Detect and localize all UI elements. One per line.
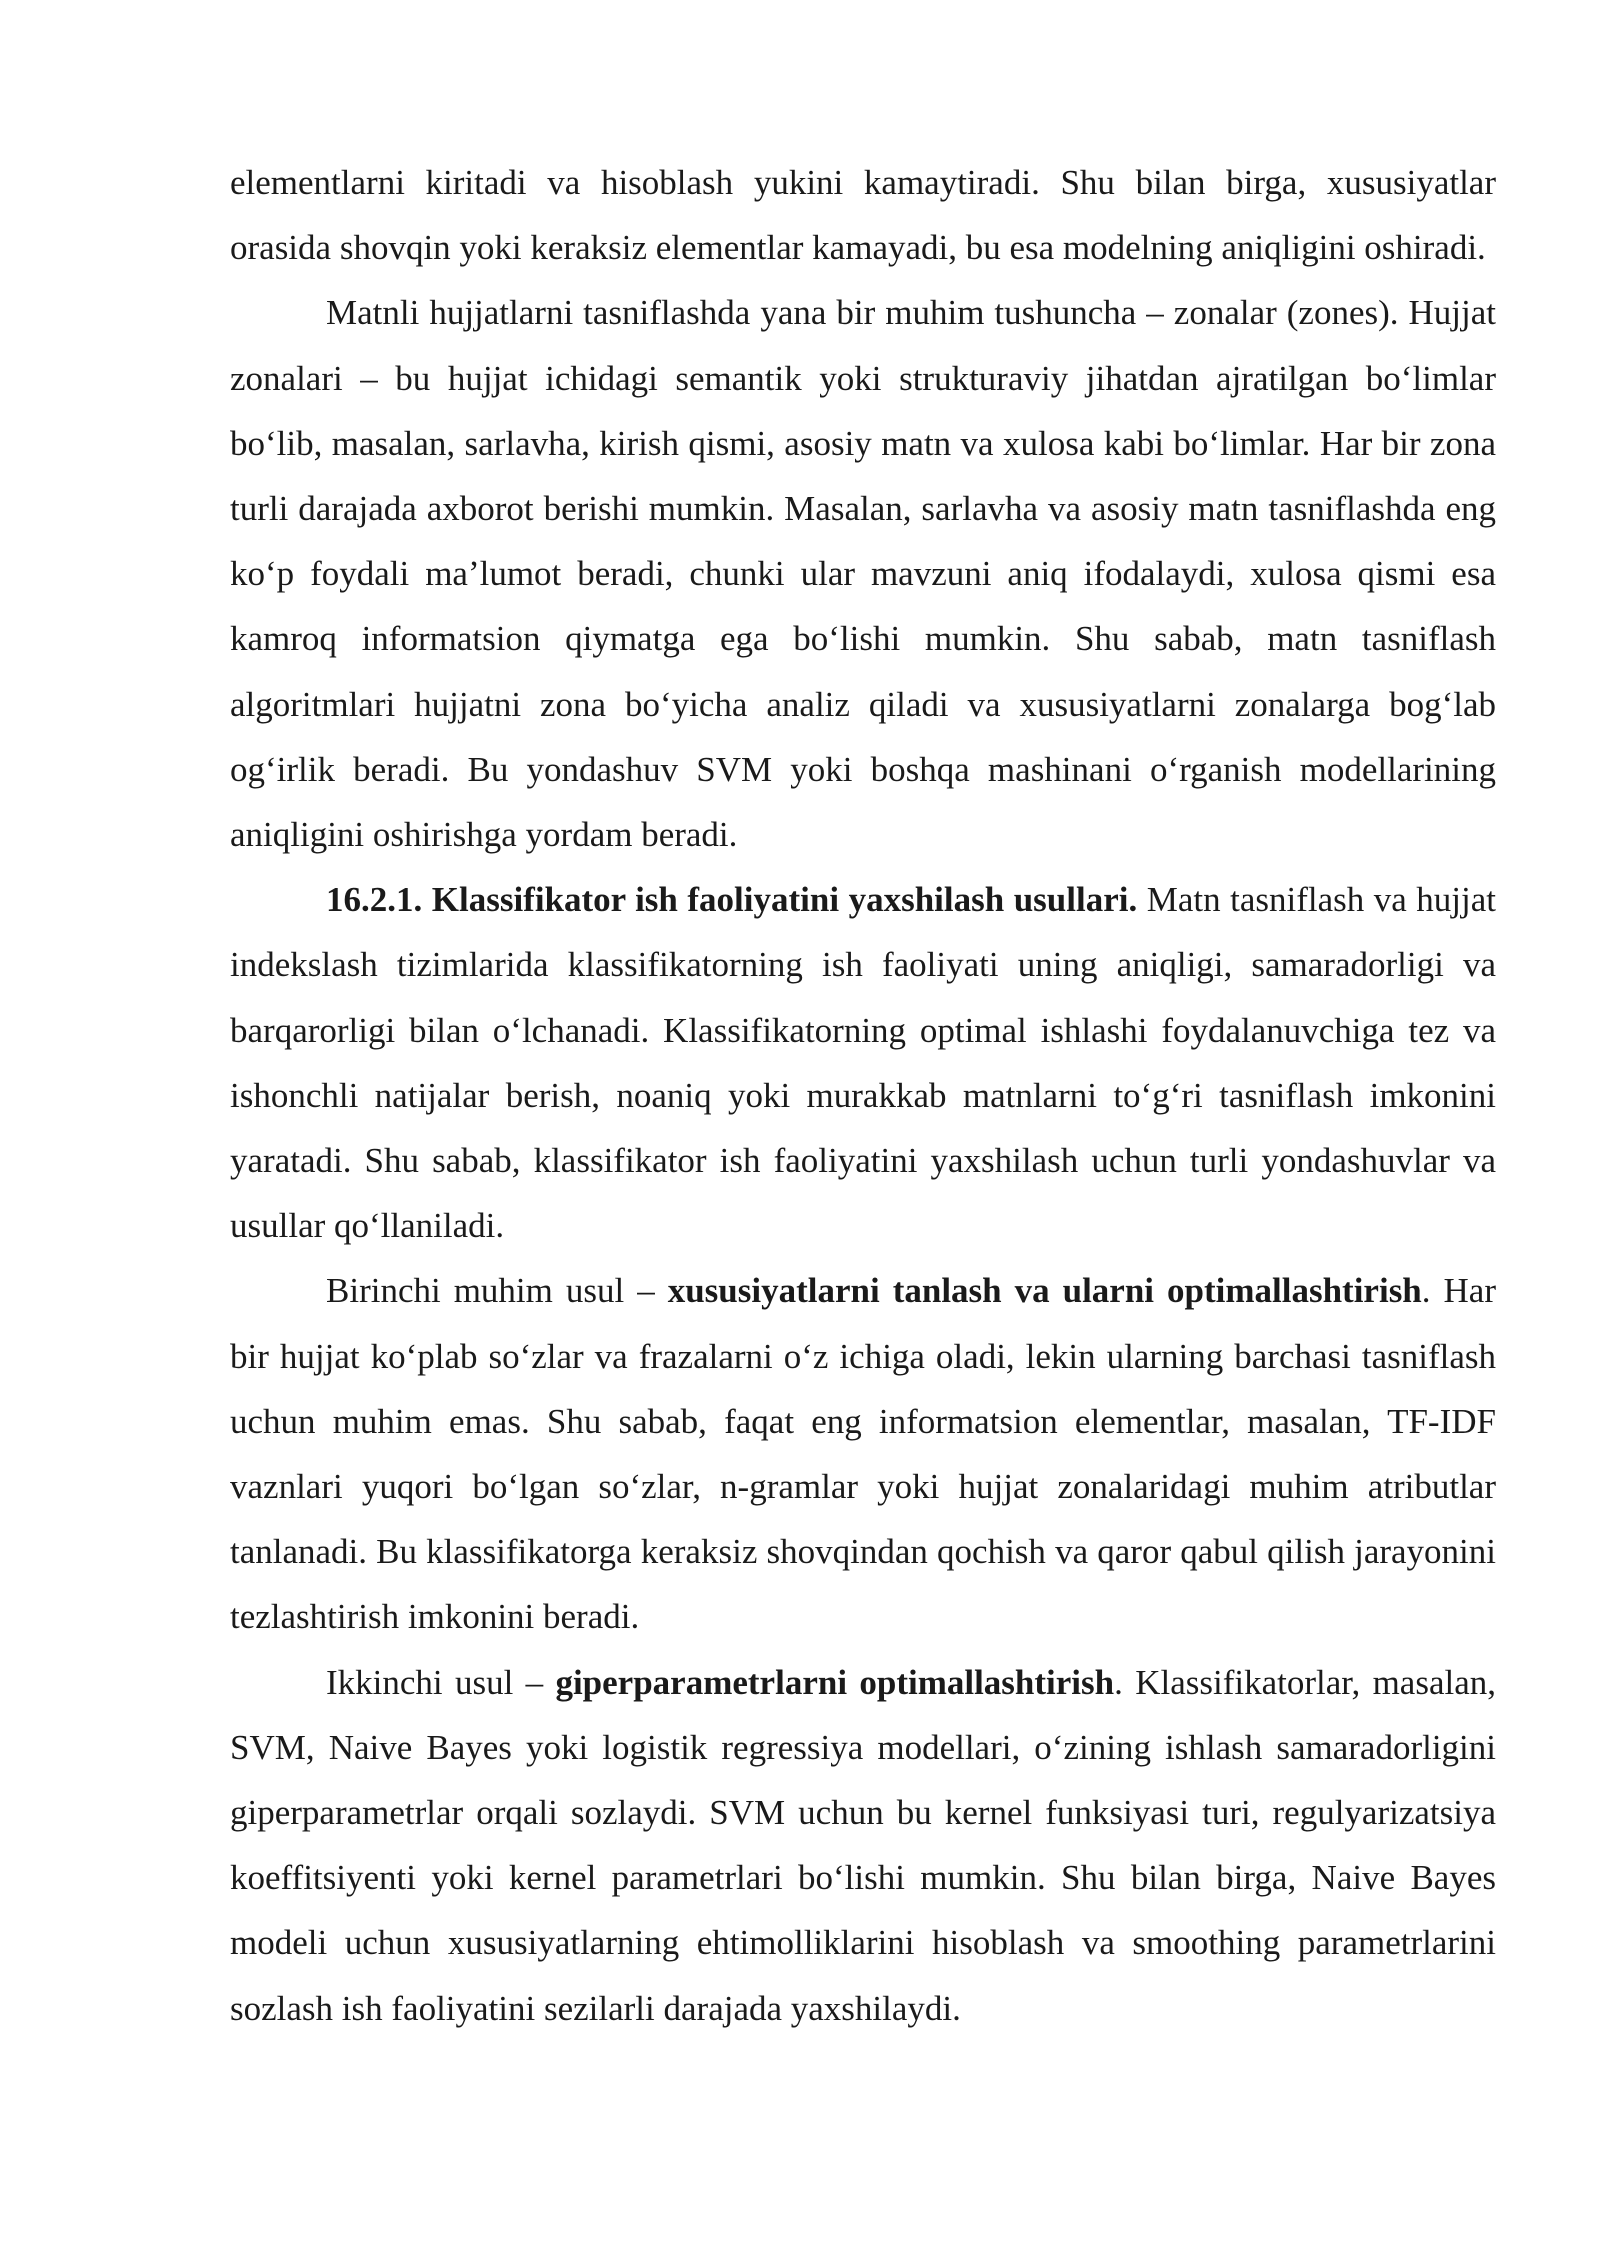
second-method-term: giperparametrlarni optimallashtirish	[555, 1662, 1115, 1702]
section-heading: 16.2.1. Klassifikator ish faoliyatini yaxshilash usullari.	[326, 880, 1138, 920]
first-method-term: xususiyatlarni tanlash va ularni optimallashtirish	[667, 1271, 1422, 1311]
document-page	[230, 150, 1496, 2041]
second-method-lead: Ikkinchi usul –	[326, 1662, 556, 1702]
paragraph-first-method	[230, 1258, 1496, 1649]
second-method-text: . Klassifikatorlar, masalan, SVM, Naive Bayes yoki logistik regressiya modellari, oʻzining ishlash samaradorligini giperparametrlar orqali sozlaydi. SVM uchun bu kernel funksiyasi turi, regulyarizatsiya koeffitsiyenti yoki kernel parametrlari boʻlishi mumkin. Shu bilan birga, Naive Bayes modeli uchun xususiyatlarning ehtimolliklarini hisoblash va smoothing parametrlarini sozlash ish faoliyatini sezilarli darajada yaxshilaydi.	[230, 1662, 1496, 2028]
paragraph-second-method	[230, 1650, 1496, 2041]
paragraph-section-16-2-1	[230, 867, 1496, 1258]
paragraph-zones: Matnli hujjatlarni tasniflashda yana bir muhim tushuncha – zonalar (zones). Hujjat zonalari – bu hujjat ichidagi semantik yoki strukturaviy jihatdan ajratilgan boʻlimlar boʻlib, masalan, sarlavha, kirish qismi, asosiy matn va xulosa kabi boʻlimlar. Har bir zona turli darajada axborot berishi mumkin. Masalan, sarlavha va asosiy matn tasniflashda eng koʻp foydali maʼlumot beradi, chunki ular mavzuni aniq ifodalaydi, xulosa qismi esa kamroq informatsion qiymatga ega boʻlishi mumkin. Shu sabab, matn tasniflash algoritmlari hujjatni zona boʻyicha analiz qiladi va xususiyatlarni zonalarga bogʻlab ogʻirlik beradi. Bu yondashuv SVM yoki boshqa mashinani oʻrganish modellarining aniqligini oshirishga yordam beradi.	[230, 293, 1496, 855]
first-method-lead: Birinchi muhim usul –	[326, 1271, 668, 1311]
first-method-text: . Har bir hujjat koʻplab soʻzlar va frazalarni oʻz ichiga oladi, lekin ularning barchasi tasniflash uchun muhim emas. Shu sabab, faqat eng informatsion elementlar, masalan, TF-IDF vaznlari yuqori boʻlgan soʻzlar, n-gramlar yoki hujjat zonalaridagi muhim atributlar tanlanadi. Bu klassifikatorga keraksiz shovqindan qochish va qaror qabul qilish jarayonini tezlashtirish imkonini beradi.	[230, 1271, 1496, 1637]
paragraph-continuation: elementlarni kiritadi va hisoblash yukini kamaytiradi. Shu bilan birga, xususiyatlar orasida shovqin yoki keraksiz elementlar kamayadi, bu esa modelning aniqligini oshiradi.	[230, 163, 1496, 268]
section-intro-text: Matn tasniflash va hujjat indekslash tizimlarida klassifikatorning ish faoliyati uning aniqligi, samaradorligi va barqarorligi bilan oʻlchanadi. Klassifikatorning optimal ishlashi foydalanuvchiga tez va ishonchli natijalar berish, noaniq yoki murakkab matnlarni toʻgʻri tasniflash imkonini yaratadi. Shu sabab, klassifikator ish faoliyatini yaxshilash uchun turli yondashuvlar va usullar qoʻllaniladi.	[230, 880, 1496, 1246]
